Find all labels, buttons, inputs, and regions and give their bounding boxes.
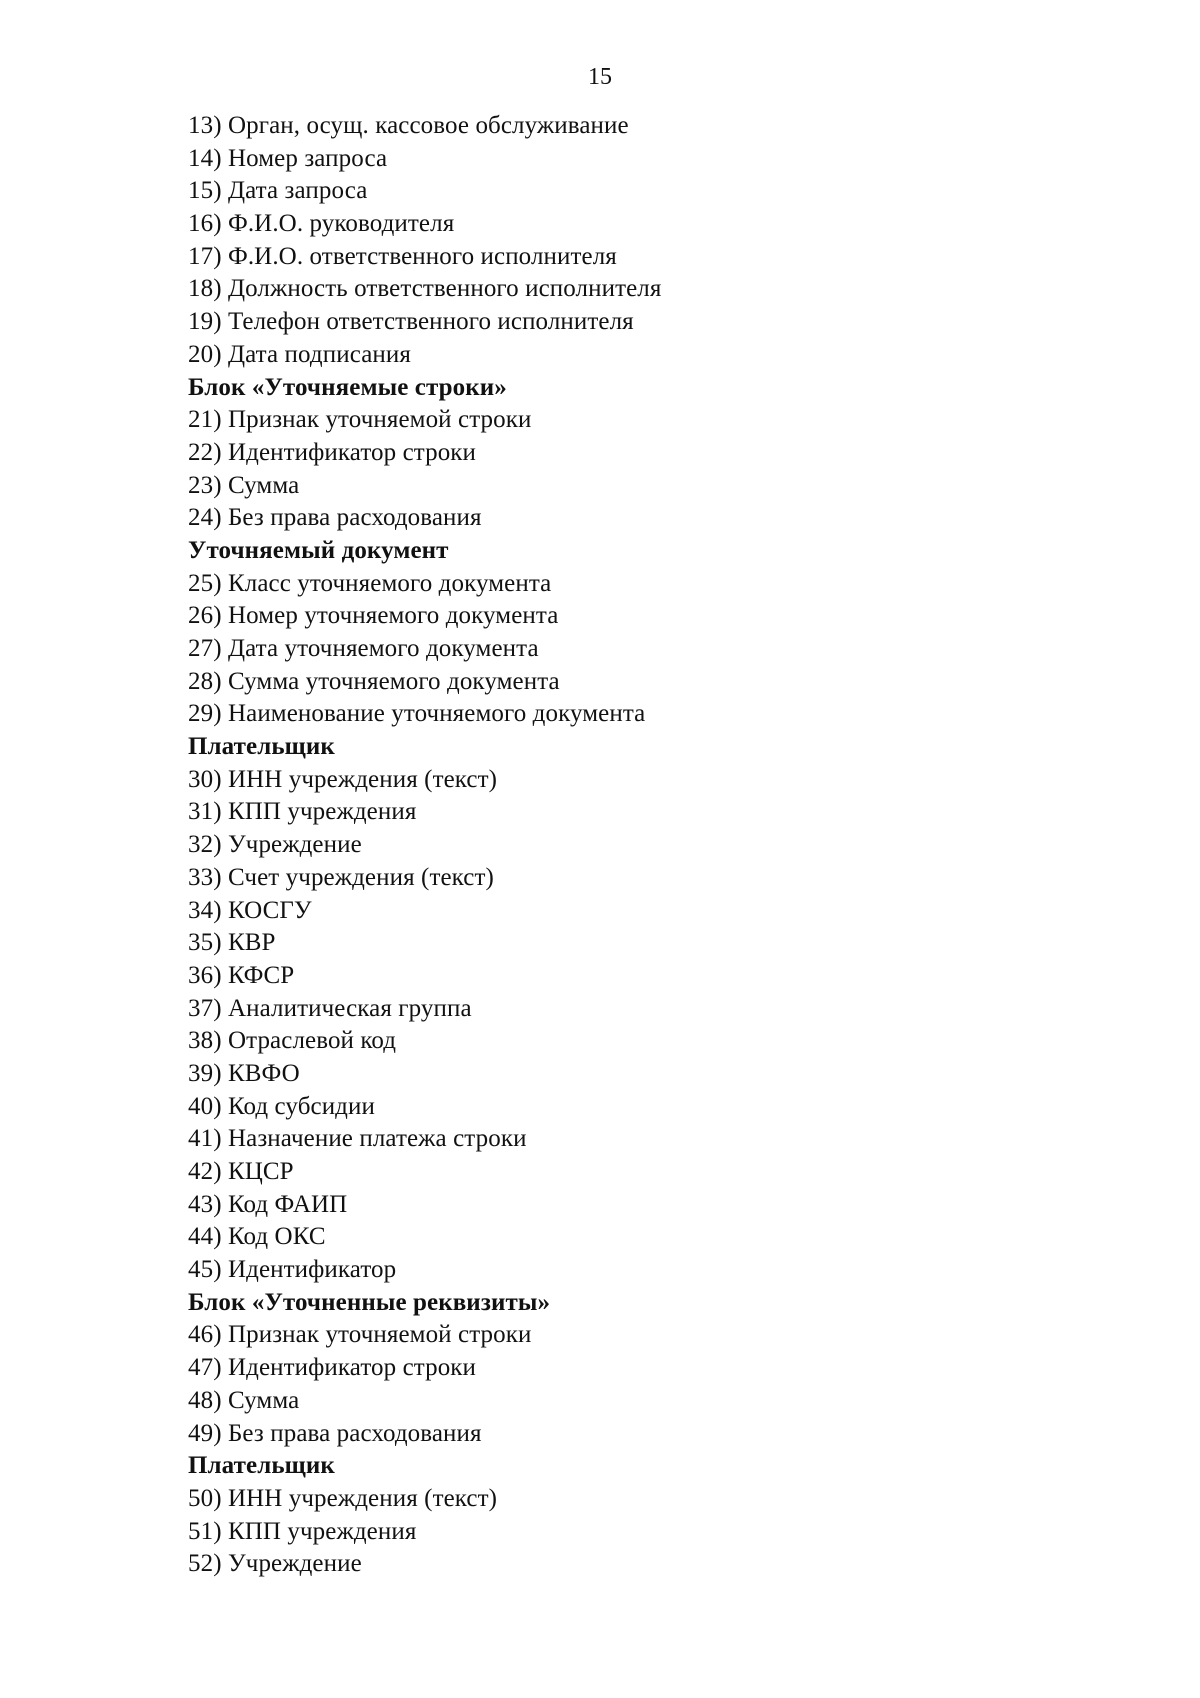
page-number: 15 [588,64,612,90]
list-item: 30) ИНН учреждения (текст) [188,765,498,793]
list-item: 13) Орган, осущ. кассовое обслуживание [188,112,629,139]
list-item: 32) Учреждение [188,831,362,859]
list-item: 26) Номер уточняемого документа [188,602,559,630]
section-heading: Блок «Уточненные реквизиты» [188,1288,551,1316]
list-item: 40) Код субсидии [188,1092,375,1120]
list-item: 41) Назначение платежа строки [188,1125,527,1153]
list-item: 18) Должность ответственного исполнителя [188,275,662,303]
list-item: 20) Дата подписания [188,340,411,368]
list-item: 36) КФСР [188,961,295,989]
list-item: 45) Идентификатор [188,1256,397,1284]
list-item: 27) Дата уточняемого документа [188,635,539,662]
list-item: 16) Ф.И.О. руководителя [188,210,455,238]
list-item: 48) Сумма [188,1386,300,1414]
list-item: 25) Класс уточняемого документа [188,569,552,597]
list-item: 50) ИНН учреждения (текст) [188,1484,498,1512]
list-item: 19) Телефон ответственного исполнителя [188,308,634,336]
list-item: 47) Идентификатор строки [188,1354,477,1382]
list-item: 37) Аналитическая группа [188,994,472,1022]
section-heading: Уточняемый документ [188,536,449,564]
list-item: 33) Счет учреждения (текст) [188,863,494,891]
list-item: 15) Дата запроса [188,177,368,205]
field-list [188,110,1088,1581]
list-item: 38) Отраслевой код [188,1027,397,1055]
list-item: 22) Идентификатор строки [188,438,477,466]
list-item: 23) Сумма [188,471,300,499]
list-item: 46) Признак уточняемой строки [188,1321,532,1349]
list-item: 42) КЦСР [188,1158,294,1185]
section-heading: Плательщик [188,733,335,761]
list-item: 28) Сумма уточняемого документа [188,667,560,695]
list-item: 17) Ф.И.О. ответственного исполнителя [188,242,617,270]
list-item: 14) Номер запроса [188,144,388,172]
list-item: 49) Без права расходования [188,1419,482,1447]
list-item: 24) Без права расходования [188,504,482,532]
list-item: 52) Учреждение [188,1550,362,1578]
list-item: 51) КПП учреждения [188,1517,417,1545]
section-heading: Блок «Уточняемые строки» [188,373,507,401]
section-heading: Плательщик [188,1452,335,1480]
list-item: 39) КВФО [188,1059,300,1087]
list-item: 31) КПП учреждения [188,798,417,826]
list-item: 35) КВР [188,929,276,957]
list-item: 43) Код ФАИП [188,1190,348,1218]
list-item: 29) Наименование уточняемого документа [188,700,646,728]
list-item: 21) Признак уточняемой строки [188,406,532,434]
list-item: 44) Код ОКС [188,1223,326,1251]
list-item: 34) КОСГУ [188,896,312,924]
